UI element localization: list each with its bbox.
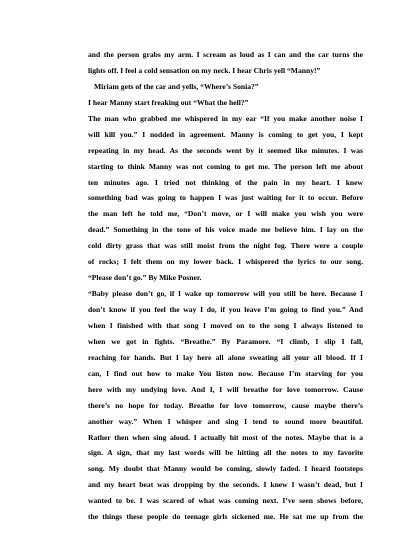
text-line: lights off. I feel a cold sensation on my neck. I hear Chris yell “Manny!”	[88, 65, 321, 75]
text-line: “Baby please don’t go, if I wake up tomorrow will you still be here. Because I	[88, 289, 363, 299]
text-line: can, I find out how to make You listen now. Because I’m starving for you	[88, 368, 363, 378]
text-line: cold dirty grass that was still moist from the night fog. There were a couple	[88, 241, 363, 251]
text-line: will kill you.” I nodded in agreement. Manny is coming to get you, I kept	[88, 129, 363, 139]
text-line: repeating in my head. As the seconds went by it seemed like minutes. I was	[88, 145, 363, 155]
text-line: and the person grabs my arm. I scream as loud as I can and the car turns the	[88, 50, 363, 59]
text-line: the man left he told me, “Don’t move, or I will make you wish you were	[88, 209, 363, 219]
text-line: Rather then when sing aloud. I actually hit most of the notes. Maybe that is a	[88, 432, 363, 442]
text-line: there’s no hope for today. Breathe for love tomorrow, cause maybe there’s	[88, 400, 363, 410]
text-line: another way.” When I whisper and sing I tend to sound more beautiful.	[88, 416, 363, 426]
text-line: ten minutes ago. I tried not thinking of the pain in my heart. I knew	[88, 177, 363, 187]
text-line: don’t know if you feel the way I do, if you leave I’m going to find you.” And	[88, 305, 363, 314]
text-line: “Please don’t go.” By Mike Posner.	[88, 273, 202, 283]
text-line: when we got in fights. “Breathe.” By Paramore. “I climb, I slip I fall,	[88, 336, 363, 346]
text-line: I hear Manny start freaking out “What the hell?”	[88, 97, 249, 107]
text-line: the things these people do teenage girls sickened me. He sat me up from the	[88, 512, 363, 522]
story-text-body	[88, 47, 363, 525]
text-line: Miriam gets of the car and yells, “Where’s Sonia?”	[94, 81, 259, 91]
text-line: The man who grabbed me whispered in my ear “If you make another noise I	[88, 113, 363, 123]
text-line: song. My doubt that Manny would be coming, slowly faded. I heard footsteps	[88, 464, 363, 474]
text-line: here with my undying love. And I, I will breathe for love tomorrow. Cause	[88, 384, 363, 394]
text-line: sign. A sign, that my last words will be hitting all the notes to my favorite	[88, 448, 363, 458]
text-line: reaching for hands. But I lay here all alone sweating all your all blood. If I	[88, 352, 363, 362]
text-line: something bad was going to happen I was just waiting for it to occur. Before	[88, 193, 363, 203]
text-line: dead.” Something in the tone of his voice made me believe him. I lay on the	[88, 225, 363, 235]
text-line: starting to think Manny was not coming to get me. The person left me about	[88, 161, 363, 171]
text-line: of rocks; I felt them on my lower back. I whispered the lyrics to our song.	[88, 257, 363, 267]
text-line: when I finished with that song I moved on to the song I always listened to	[88, 320, 363, 330]
text-line: wanted to be. I was scared of what was coming next. I’ve seen shows before,	[88, 496, 363, 506]
text-line: and my heart beat was dropping by the seconds. I knew I wasn’t dead, but I	[88, 480, 363, 490]
